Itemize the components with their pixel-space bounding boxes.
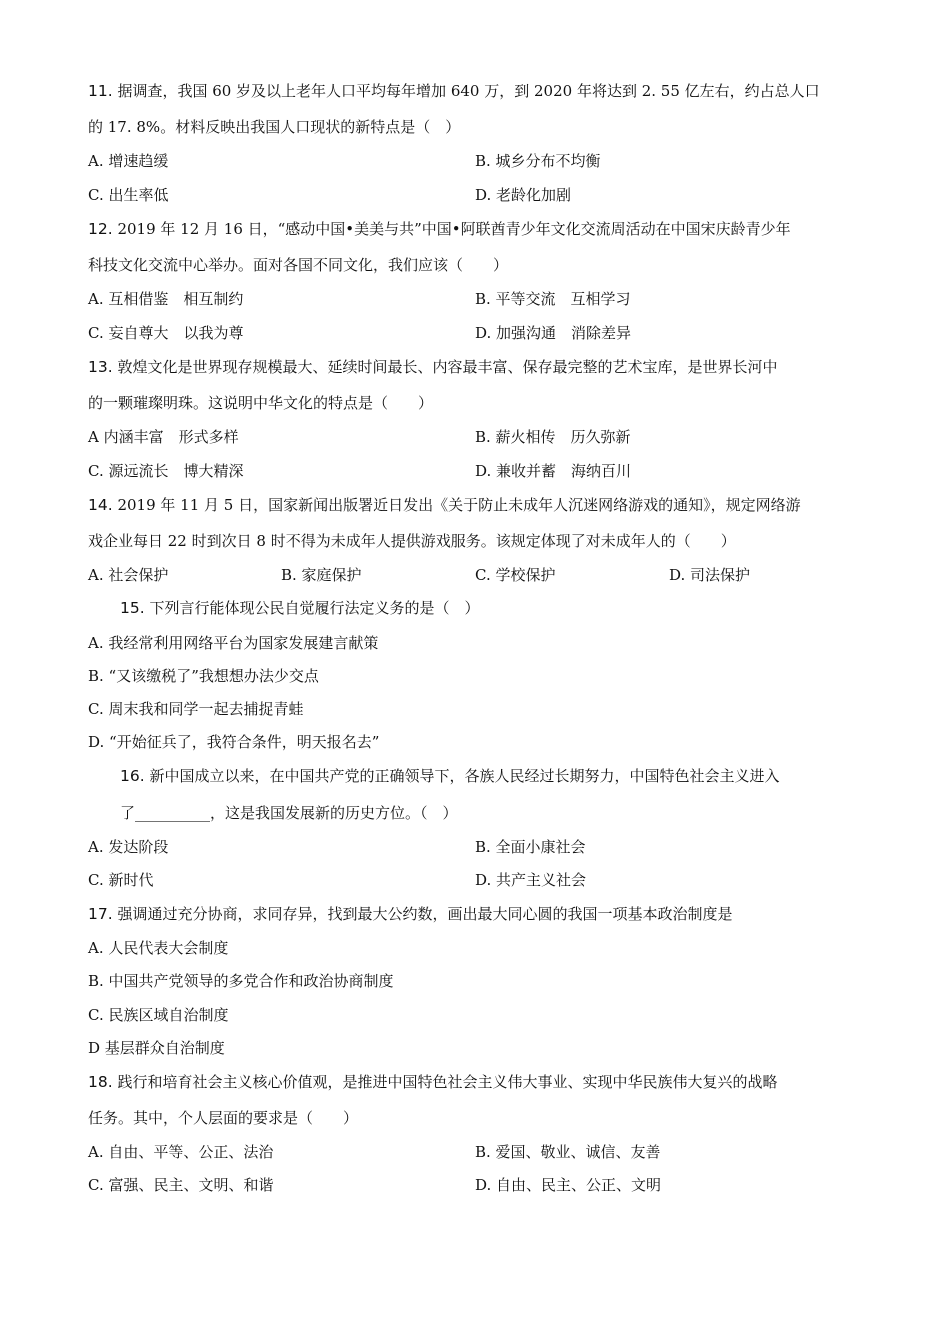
question-number: 12. — [88, 220, 113, 238]
question-12-option-c[interactable]: C. 妄自尊大 以我为尊 — [88, 324, 244, 342]
question-11-option-b[interactable]: B. 城乡分布不均衡 — [475, 152, 601, 170]
question-17-option-c[interactable]: C. 民族区域自治制度 — [88, 1006, 229, 1024]
question-number: 14. — [88, 496, 113, 514]
question-11-option-d[interactable]: D. 老龄化加剧 — [475, 186, 572, 204]
question-16-stem-line-2: 了__________，这是我国发展新的历史方位。（ ） — [120, 804, 458, 822]
question-17-option-a[interactable]: A. 人民代表大会制度 — [88, 939, 229, 957]
question-number: 18. — [88, 1073, 113, 1091]
question-16-stem-line-1 — [120, 765, 779, 787]
question-16-option-a[interactable]: A. 发达阶段 — [88, 838, 169, 856]
question-14-stem-line-2: 戏企业每日 22 时到次日 8 时不得为未成年人提供游戏服务。该规定体现了对未成年人的（ ） — [88, 532, 736, 550]
question-17-option-b[interactable]: B. 中国共产党领导的多党合作和政治协商制度 — [88, 972, 394, 990]
stem-text: 下列言行能体现公民自觉履行法定义务的是（ ） — [149, 599, 480, 617]
question-12-option-a[interactable]: A. 互相借鉴 相互制约 — [88, 290, 244, 308]
question-18-option-d[interactable]: D. 自由、民主、公正、文明 — [475, 1176, 662, 1194]
question-18-option-b[interactable]: B. 爱国、敬业、诚信、友善 — [475, 1143, 661, 1161]
question-18-stem-line-1 — [88, 1071, 777, 1093]
stem-text: 践行和培育社会主义核心价值观，是推进中国特色社会主义伟大事业、实现中华民族伟大复兴的战略 — [117, 1073, 778, 1091]
question-15-option-c[interactable]: C. 周末我和同学一起去捕捉青蛙 — [88, 700, 304, 718]
question-15-option-b[interactable]: B. “又该缴税了”我想想办法少交点 — [88, 667, 319, 685]
question-16-option-c[interactable]: C. 新时代 — [88, 871, 154, 889]
question-12-stem-line-2: 科技文化交流中心举办。面对各国不同文化，我们应该（ ） — [88, 256, 509, 274]
question-18-option-c[interactable]: C. 富强、民主、文明、和谐 — [88, 1176, 274, 1194]
stem-text: 据调查，我国 60 岁及以上老年人口平均每年增加 640 万，到 2020 年将达到 2. 55 亿左右，约占总人口 — [117, 82, 820, 100]
question-16-option-b[interactable]: B. 全面小康社会 — [475, 838, 586, 856]
stem-text: 强调通过充分协商，求同存异，找到最大公约数，画出最大同心圆的我国一项基本政治制度是 — [117, 905, 733, 923]
question-18-stem-line-2: 任务。其中，个人层面的要求是（ ） — [88, 1109, 359, 1127]
question-11-stem-line-1 — [88, 80, 820, 102]
question-18-option-a[interactable]: A. 自由、平等、公正、法治 — [88, 1143, 274, 1161]
question-number: 16. — [120, 767, 145, 785]
question-13-option-d[interactable]: D. 兼收并蓄 海纳百川 — [475, 462, 632, 480]
question-14-option-d[interactable]: D. 司法保护 — [669, 566, 751, 584]
question-12-option-b[interactable]: B. 平等交流 互相学习 — [475, 290, 631, 308]
question-13-option-a[interactable]: A 内涵丰富 形式多样 — [88, 428, 239, 446]
question-15-stem-line-1 — [120, 597, 479, 619]
question-11-stem-line-2: 的 17. 8%。材料反映出我国人口现状的新特点是（ ） — [88, 118, 461, 136]
question-number: 17. — [88, 905, 113, 923]
question-number: 11. — [88, 82, 113, 100]
question-15-option-d[interactable]: D. “开始征兵了，我符合条件，明天报名去” — [88, 733, 380, 751]
question-14-stem-line-1 — [88, 494, 801, 516]
question-number: 13. — [88, 358, 113, 376]
question-13-option-b[interactable]: B. 薪火相传 历久弥新 — [475, 428, 631, 446]
question-13-option-c[interactable]: C. 源远流长 博大精深 — [88, 462, 244, 480]
question-14-option-a[interactable]: A. 社会保护 — [88, 566, 169, 584]
question-11-option-a[interactable]: A. 增速趋缓 — [88, 152, 169, 170]
stem-text: 敦煌文化是世界现存规模最大、延续时间最长、内容最丰富、保存最完整的艺术宝库，是世界长河中 — [117, 358, 778, 376]
question-11-option-c[interactable]: C. 出生率低 — [88, 186, 169, 204]
question-17-stem-line-1 — [88, 903, 732, 925]
stem-text: 新中国成立以来，在中国共产党的正确领导下，各族人民经过长期努力，中国特色社会主义进入 — [149, 767, 780, 785]
question-13-stem-line-2: 的一颗璀璨明珠。这说明中华文化的特点是（ ） — [88, 394, 434, 412]
question-12-stem-line-1 — [88, 218, 791, 240]
question-13-stem-line-1 — [88, 356, 777, 378]
stem-text: 2019 年 12 月 16 日，“感动中国•美美与共”中国•阿联酋青少年文化交流周活动在中国宋庆龄青少年 — [117, 220, 791, 238]
question-15-option-a[interactable]: A. 我经常利用网络平台为国家发展建言献策 — [88, 634, 379, 652]
question-number: 15. — [120, 599, 145, 617]
question-12-option-d[interactable]: D. 加强沟通 消除差异 — [475, 324, 632, 342]
question-14-option-c[interactable]: C. 学校保护 — [475, 566, 556, 584]
question-14-option-b[interactable]: B. 家庭保护 — [281, 566, 362, 584]
stem-text: 2019 年 11 月 5 日，国家新闻出版署近日发出《关于防止未成年人沉迷网络游戏的通知》，规定网络游 — [117, 496, 801, 514]
question-17-option-d[interactable]: D 基层群众自治制度 — [88, 1039, 225, 1057]
question-16-option-d[interactable]: D. 共产主义社会 — [475, 871, 587, 889]
